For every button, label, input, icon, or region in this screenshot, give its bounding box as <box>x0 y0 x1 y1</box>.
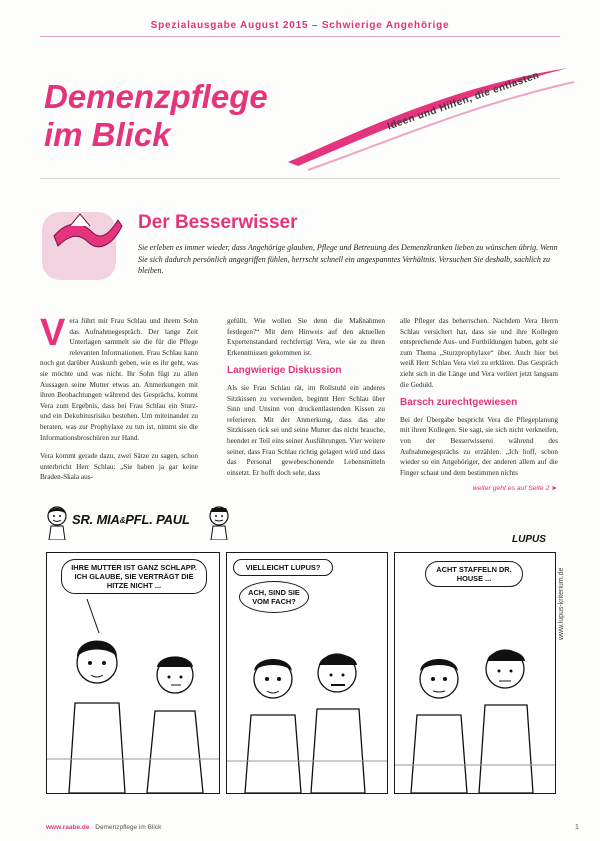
paragraph: Vera kommt gerade dazu, zwei Sätze zu sagen, schon unterbricht Herr Schlau: „Sie haben ja gar keine Braden-Skala aus- <box>40 452 198 482</box>
article-column-3 <box>400 316 558 495</box>
speech-bubble: ACH, SIND SIE VOM FACH? <box>239 581 309 613</box>
paragraph: Bei der Übergabe bespricht Vera die Pflegeplanung mit ihren Kollegen. Sie sagt, sie sich nicht verkneifen, von der Besserwisserei während des Aufnahmegesprächs zu erzählen. „Ich hoff, schon wieder so ein Angehöriger, der anderen allem auf die Finger schaut und dem bestimmen nichts <box>400 415 558 477</box>
ribbon-icon <box>40 206 126 284</box>
footer-text: · Demenzpflege im Blick <box>89 824 162 831</box>
comic-panel-2 <box>226 552 388 794</box>
speech-bubble: VIELLEICHT LUPUS? <box>233 559 333 576</box>
paragraph: era führt mit Frau Schlau und ihrem Sohn das Aufnahmegespräch. Der lange Zeit Unterlagen sammelt sie die für die Pflege relevanten Informationen. Frau Schlau kann noch gut darüber Auskunft geben, wie es ihr geht, was sie möchte und was nicht. Ihr Sohn fügt zu allen Aussagen seine Mutter etwas an. Anmerkungen mit ihren Beobachtungen während des Gesprächs, kommt Vera zum Ergebnis, dass bei Frau Schlau ein Sturz- und ein Dekubitusrisiko bestehen. Um miteinander zu beraten, was zur Prophylaxe zu tun ist, nimmt sie die Informationsbroschüren zur Hand. <box>40 317 198 442</box>
paragraph: gefüllt. Wie wollen Sie denn die Maßnahmen festlegen?“ Mit dem Hinweis auf den aktuellen Expertenstandard rechtfertigt Vera, wie sie zu ihren Erkenntnissen gekommen ist. <box>227 317 385 357</box>
issue-line: Spezialausgabe August 2015 – Schwierige Angehörige <box>150 20 450 31</box>
comic-panel-2-drawing <box>227 553 387 793</box>
title-line-1: Demenzpflege <box>44 78 268 115</box>
comic-panel-3-drawing <box>395 553 555 793</box>
comic-watermark: www.lupus-kriterium.de <box>558 567 565 640</box>
issue-divider <box>40 36 560 37</box>
paragraph: Als sie Frau Schlau rät, im Rollstuhl ein anderes Sitzkissen zu verwenden, beginnt Herr Schlau über Sinn und Unsinn von druckentlastenden Kissen zu referieren. Mit der Anmerkung, dass das alte Sitzkissen tick sei und seine Mutter das nicht brauche, beendet er Teil eins seiner Ausführungen. Vier weitere seiner, dass Frau Schlau richtig gelagert wird und dass das Personal gewebeschonende Lebensmitteln einsetzt. Er hofft doch sehr, dass <box>227 383 385 477</box>
comic-panel-3 <box>394 552 556 794</box>
speech-bubble: IHRE MUTTER IST GANZ SCHLAPP. ICH GLAUBE, SIE VERTRÄGT DIE HITZE NICHT ... <box>61 559 207 594</box>
continued-link[interactable]: weiter geht es auf Seite 2 ► <box>472 485 558 493</box>
nurse-paul-icon <box>206 504 232 540</box>
comic-panel-1-drawing <box>47 553 219 793</box>
subheading: Barsch zurechtgewiesen <box>400 397 518 409</box>
speech-bubble: ACHT STAFFELN DR. HOUSE ... <box>425 561 523 587</box>
article-title: Der Besserwisser <box>138 212 298 233</box>
subheading: Langwierige Diskussion <box>227 365 342 377</box>
tagline: Ideen und Hilfen, die entlasten <box>386 69 541 133</box>
comic-title-right: PFL. PAUL <box>125 512 190 527</box>
comic-title-left: SR. MIA <box>72 512 120 527</box>
footer-url[interactable]: www.raabe.de <box>46 824 90 831</box>
newsletter-title <box>44 78 268 154</box>
comic-author: LUPUS <box>512 534 546 545</box>
nurse-mia-icon <box>44 504 70 540</box>
article-column-1 <box>40 312 198 491</box>
comic-title <box>72 512 190 527</box>
comic-title-amp: & <box>119 516 126 526</box>
footer <box>46 824 161 831</box>
paragraph: alle Pfleger das beherrschen. Nachdem Vera Herrn Schlau versichert hat, dass sie und ihre Kollegen entsprechende Aus- und Fortbildungen haben, geht sie zum Thema „Sturzprophylaxe“ über. Auch hier bei weiß Herr Schlau Vera viel zu erklären. Das Gespräch zieht sich in die Länge und Vera verliert jetzt langsam die Geduld. <box>400 317 558 389</box>
drop-cap: V <box>40 312 66 354</box>
title-line-2: im Blick <box>44 116 171 153</box>
article-column-2 <box>227 316 385 486</box>
page-number: 1 <box>575 824 579 831</box>
comic-panel-1 <box>46 552 220 794</box>
article-intro: Sie erleben es immer wieder, dass Angehörige glauben, Pflege und Betreuung des Demenzkranken lieben zu wünschen übrig. Wenn Sie sich dadurch persönlich angegriffen fühlen, herrscht schnell ein angespanntes Verhältnis. Versuchen Sie deshalb, sachlich zu bleiben. <box>138 243 558 275</box>
header-divider <box>40 178 560 179</box>
